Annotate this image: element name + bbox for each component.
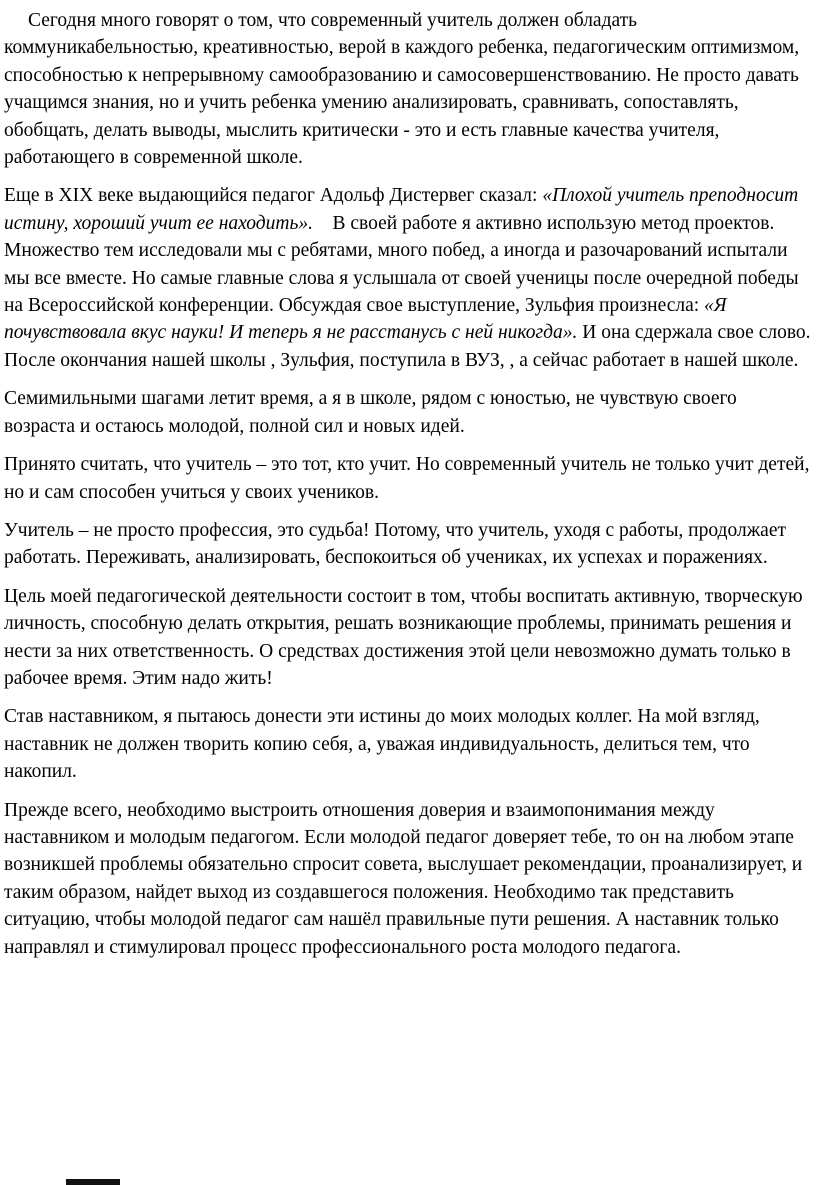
text-run: Цель моей педагогической деятельности состоит в том, чтобы воспитать активную, творческую личность, способную делать открытия, решать возникающие проблемы, принимать решения и нести за них ответственность. О средствах достижения этой цели невозможно думать только в рабочее время. Этим надо жить! <box>4 585 808 689</box>
italic-text-run: «Я почувствовала вкус науки! И теперь я не расстанусь с ней никогда». <box>4 295 732 344</box>
text-run: И она сдержала свое слово. После окончания нашей школы , Зульфия, поступила в ВУЗ, , а сейчас работает в нашей школе. <box>4 322 816 371</box>
paragraph <box>4 797 812 961</box>
text-run: Прежде всего, необходимо выстроить отношения доверия и взаимопонимания между наставником и молодым педагогом. Если молодой педагог доверяет тебе, то он на любом этапе возникшей проблемы обязательно спросит совета, выслушает рекомендации, проанализирует, и таким образом, найдет выход из создавшегося положения. Необходимо так представить ситуацию, чтобы молодой педагог сам нашёл правильные пути решения. А наставник только направлял и стимулировал процесс профессионального роста молодого педагога. <box>4 799 808 958</box>
text-run: Семимильными шагами летит время, а я в школе, рядом с юностью, не чувствую своего возраста и остаюсь молодой, полной сил и новых идей. <box>4 388 742 437</box>
paragraph <box>4 385 812 440</box>
text-run: Учитель – не просто профессия, это судьба! Потому, что учитель, уходя с работы, продолжает работать. Переживать, анализировать, беспокоиться об учениках, их успехах и поражениях. <box>4 519 791 569</box>
text-run: Принято считать, что учитель – это тот, кто учит. Но современный учитель не только учит детей, но и сам способен учиться у своих учеников. <box>4 454 815 503</box>
paragraph <box>4 7 812 171</box>
paragraph <box>4 182 816 374</box>
text-run: В своей работе я активно использую метод проектов. Множество тем исследовали мы с ребятами, много побед, а иногда и разочарований испытали мы все вместе. Но самые главные слова я услышала от своей ученицы после очередной победы на Всероссийской конференции. Обсуждая свое выступление, Зульфия произнесла: <box>4 212 804 317</box>
paragraph <box>4 517 812 572</box>
paragraph <box>4 703 812 785</box>
text-run: Сегодня много говорят о том, что современный учитель должен обладать коммуникабельностью, креативностью, верой в каждого ребенка, педагогическим оптимизмом, способностью к непрерывному самообразованию и самосовершенствованию. Не просто давать учащимся знания, но и учить ребенка умению анализировать, сравнивать, сопоставлять, обобщать, делать выводы, мыслить критически - это и есть главные качества учителя, работающего в современной школе. <box>4 10 804 169</box>
paragraph <box>4 583 812 693</box>
text-run: Еще в XIX веке выдающийся педагог Адольф Дистервег сказал: <box>4 185 543 207</box>
paragraph <box>4 451 815 506</box>
italic-text-run: «Плохой учитель преподносит истину, хороший учит ее находить». <box>4 185 804 234</box>
page-bottom-bar <box>66 1179 120 1185</box>
text-run: Став наставником, я пытаюсь донести эти истины до моих молодых коллег. На мой взгляд, наставник не должен творить копию себя, а, уважая индивидуальность, делиться тем, что накопил. <box>4 706 765 783</box>
